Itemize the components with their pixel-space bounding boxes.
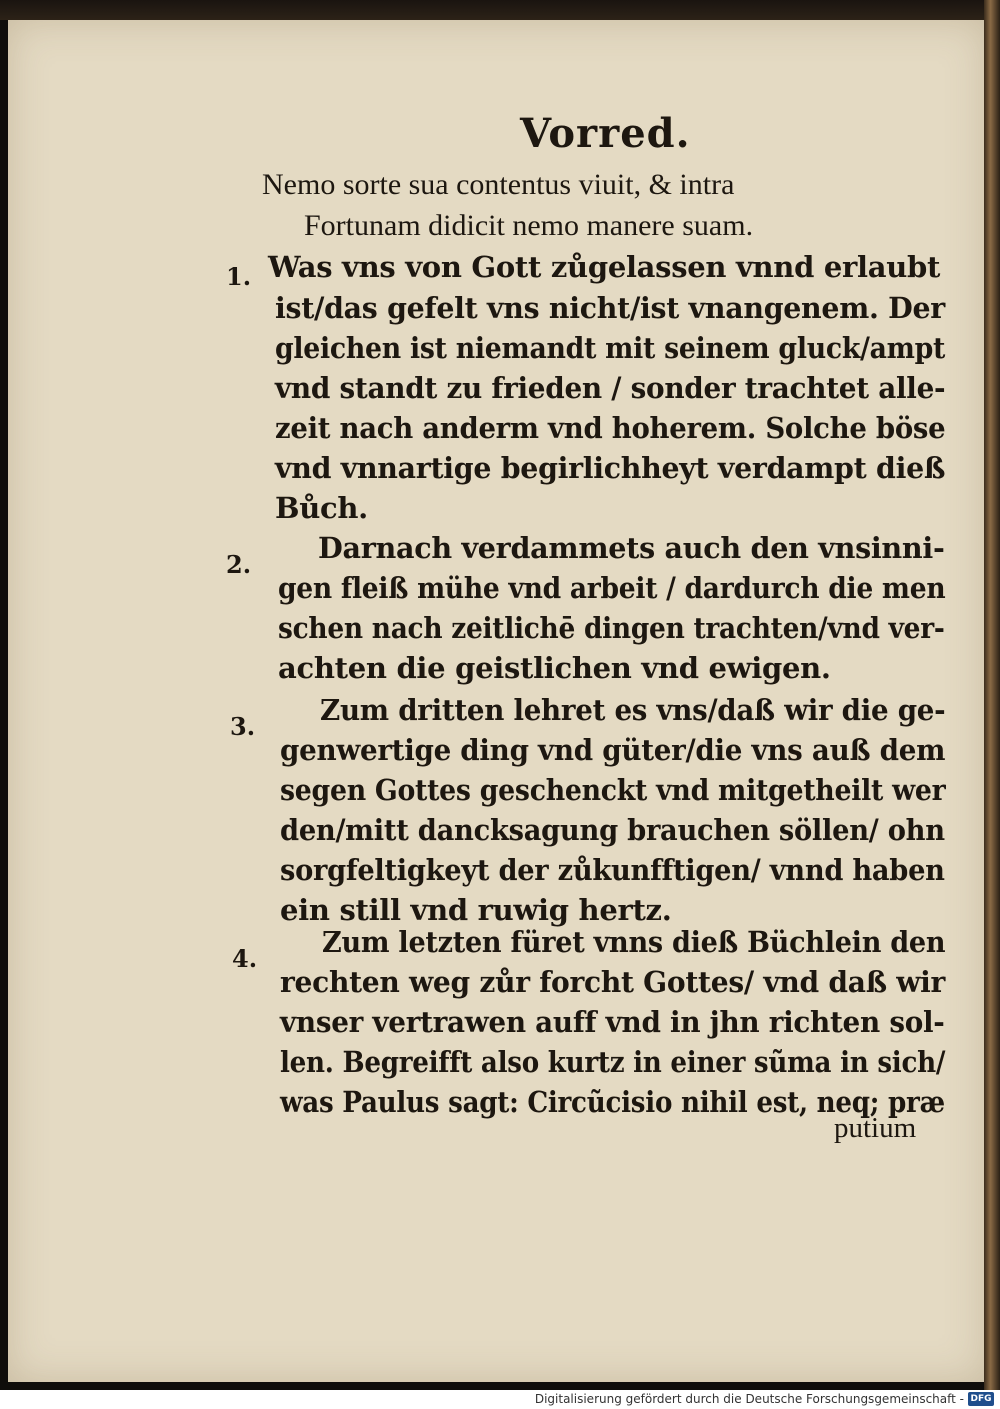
section-3-line-1: Zum dritten lehret es vns/daß wir die ge- bbox=[320, 693, 946, 727]
scan-top-border bbox=[0, 0, 1000, 20]
section-number-3: 3. bbox=[230, 712, 256, 741]
dfg-logo: DFG bbox=[968, 1392, 994, 1406]
book-spine-edge bbox=[984, 0, 1000, 1390]
section-4-line-5: was Paulus sagt: Circũcisio nihil est, neq; præ bbox=[280, 1085, 945, 1119]
section-2-line-4: achten die geistlichen vnd ewigen. bbox=[278, 651, 831, 685]
section-3-line-5: sorgfeltigkeyt der zůkunfftigen/ vnnd haben bbox=[280, 853, 945, 887]
section-1-line-7: Bůch. bbox=[275, 491, 368, 525]
section-1-line-6: vnd vnnartige begirlichheyt verdampt dieß bbox=[275, 451, 946, 485]
footer-credit: Digitalisierung gefördert durch die Deutsche Forschungsgemeinschaft - bbox=[534, 1392, 964, 1406]
section-3-line-2: genwertige ding vnd güter/die vns auß dem bbox=[280, 733, 946, 767]
section-1-line-1: Was vns von Gott zůgelassen vnnd erlaubt bbox=[268, 250, 941, 284]
section-1-line-3: gleichen ist niemandt mit seinem gluck/ampt bbox=[275, 331, 946, 365]
section-1-line-4: vnd standt zu frieden / sonder trachtet alle- bbox=[275, 371, 946, 405]
page-heading: Vorred. bbox=[520, 110, 691, 157]
section-1-line-5: zeit nach anderm vnd hoherem. Solche böse bbox=[275, 411, 946, 445]
section-3-line-3: segen Gottes geschenckt vnd mitgetheilt wer bbox=[280, 773, 946, 807]
section-4-line-2: rechten weg zůr forcht Gottes/ vnd daß wir bbox=[280, 965, 946, 999]
section-number-1: 1. bbox=[226, 262, 252, 291]
catchword: putium bbox=[834, 1112, 917, 1144]
section-4-line-3: vnser vertrawen auff vnd in jhn richten sol- bbox=[280, 1005, 945, 1039]
section-3-line-4: den/mitt dancksagung brauchen söllen/ ohn bbox=[280, 813, 945, 847]
section-3-line-6: ein still vnd ruwig hertz. bbox=[280, 893, 672, 927]
section-2-line-3: schen nach zeitlichē dingen trachten/vnd ver- bbox=[278, 611, 945, 645]
latin-verse-line-1: Nemo sorte sua contentus viuit, & intra bbox=[262, 168, 735, 201]
section-4-line-4: len. Begreifft also kurtz in einer sũma in sich/ bbox=[280, 1045, 946, 1079]
section-4-line-1: Zum letzten füret vnns dieß Büchlein den bbox=[322, 925, 946, 959]
digitization-footer bbox=[0, 1390, 1000, 1409]
section-number-2: 2. bbox=[226, 550, 252, 579]
section-number-4: 4. bbox=[232, 944, 258, 973]
section-1-line-2: ist/das gefelt vns nicht/ist vnangenem. Der bbox=[275, 291, 945, 325]
section-2-line-2: gen fleiß mühe vnd arbeit / dardurch die men bbox=[278, 571, 946, 605]
section-2-line-1: Darnach verdammets auch den vnsinni- bbox=[318, 531, 945, 565]
latin-verse-line-2: Fortunam didicit nemo manere suam. bbox=[304, 209, 754, 242]
